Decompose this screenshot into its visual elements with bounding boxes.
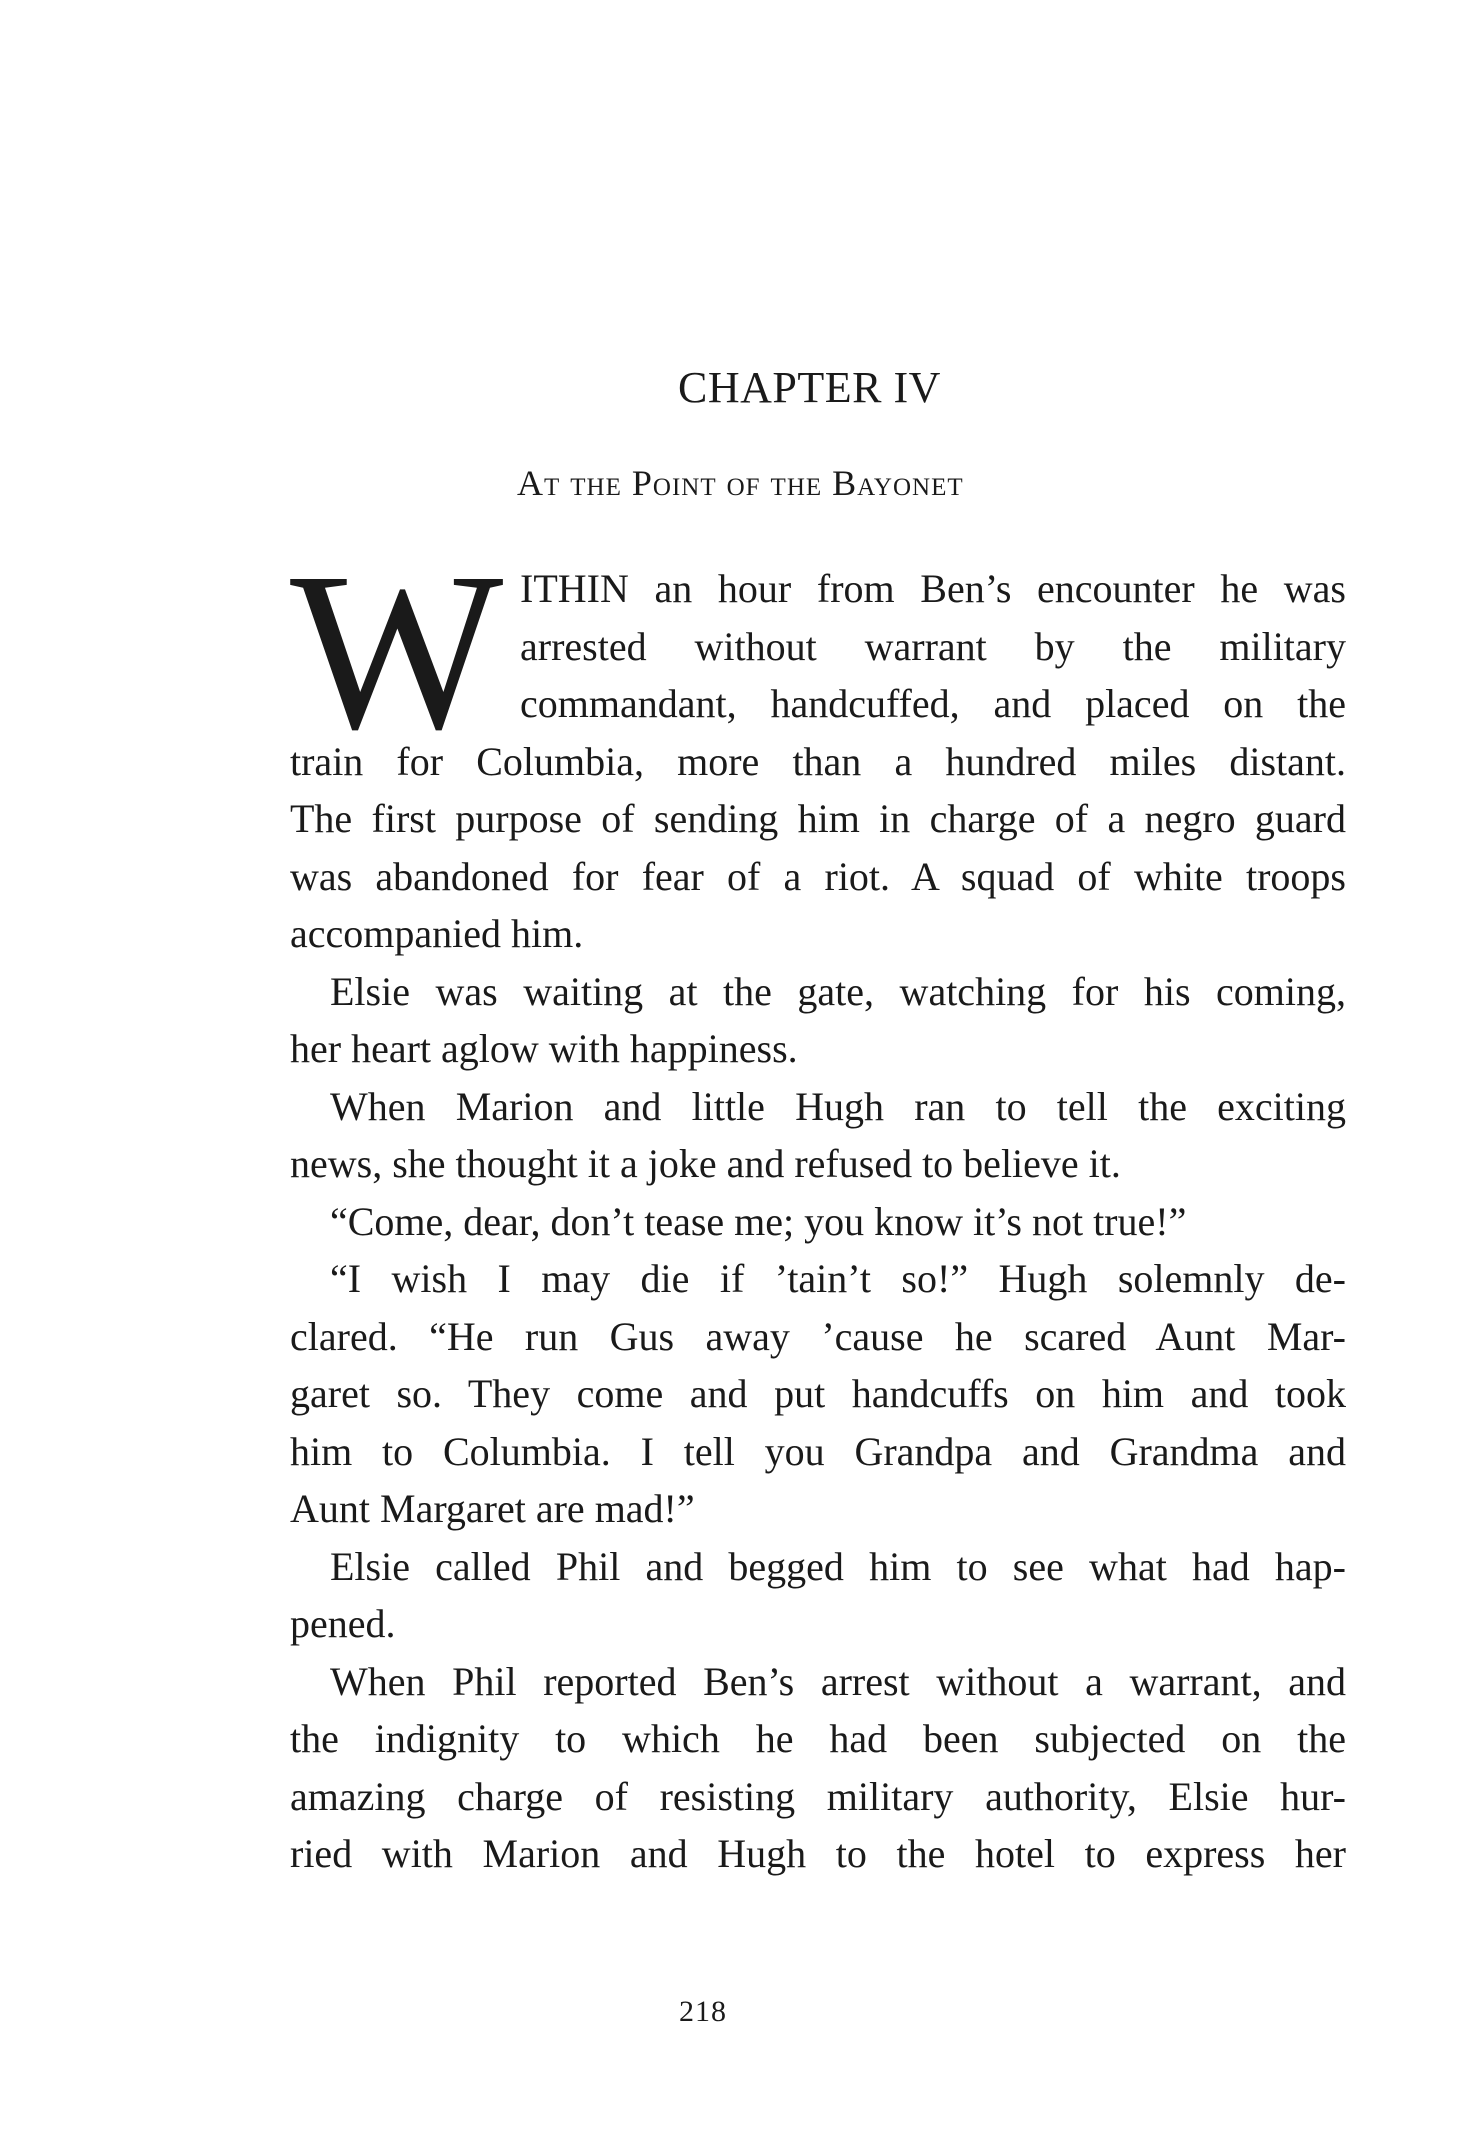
- text-line: When Marion and little Hugh ran to tell the exciting: [330, 1083, 1346, 1129]
- text-line: pened.: [290, 1601, 396, 1646]
- text-line: “Come, dear, don’t tease me; you know it’s not true!”: [330, 1198, 1187, 1244]
- text-line: ried with Marion and Hugh to the hotel to express her: [290, 1831, 1346, 1876]
- drop-cap-letter: W: [290, 526, 504, 776]
- text-line: When Phil reported Ben’s arrest without a warrant, and: [330, 1658, 1346, 1704]
- text-line: arrested without warrant by the military: [520, 623, 1346, 669]
- text-line: was abandoned for fear of a riot. A squad of white troops: [290, 853, 1346, 899]
- text-line: accompanied him.: [290, 911, 584, 956]
- text-line: Elsie called Phil and begged him to see what had hap-: [330, 1543, 1346, 1589]
- text-line: garet so. They come and put handcuffs on him and took: [290, 1371, 1346, 1416]
- text-line: her heart aglow with happiness.: [290, 1026, 798, 1071]
- text-line: ITHIN an hour from Ben’s encounter he was: [520, 566, 1346, 611]
- text-line: “I wish I may die if ’tain’t so!” Hugh solemnly de-: [330, 1256, 1346, 1301]
- page-number: 218: [679, 1995, 728, 2028]
- body-text: [290, 560, 1346, 1883]
- text-line: train for Columbia, more than a hundred miles distant.: [290, 738, 1346, 784]
- text-line: commandant, handcuffed, and placed on the: [520, 681, 1346, 726]
- text-line: Aunt Margaret are mad!”: [290, 1486, 695, 1531]
- text-line: news, she thought it a joke and refused to believe it.: [290, 1141, 1121, 1186]
- text-line: amazing charge of resisting military authority, Elsie hur-: [290, 1773, 1346, 1819]
- text-line: the indignity to which he had been subjected on the: [290, 1716, 1346, 1761]
- text-line: The first purpose of sending him in charge of a negro guard: [290, 796, 1346, 841]
- chapter-title: At the Point of the Bayonet: [517, 463, 964, 503]
- text-line: Elsie was waiting at the gate, watching for his coming,: [330, 968, 1346, 1014]
- text-line: him to Columbia. I tell you Grandpa and Grandma and: [290, 1428, 1346, 1474]
- chapter-number: CHAPTER IV: [678, 363, 941, 412]
- text-line: clared. “He run Gus away ’cause he scared Aunt Mar-: [290, 1313, 1346, 1359]
